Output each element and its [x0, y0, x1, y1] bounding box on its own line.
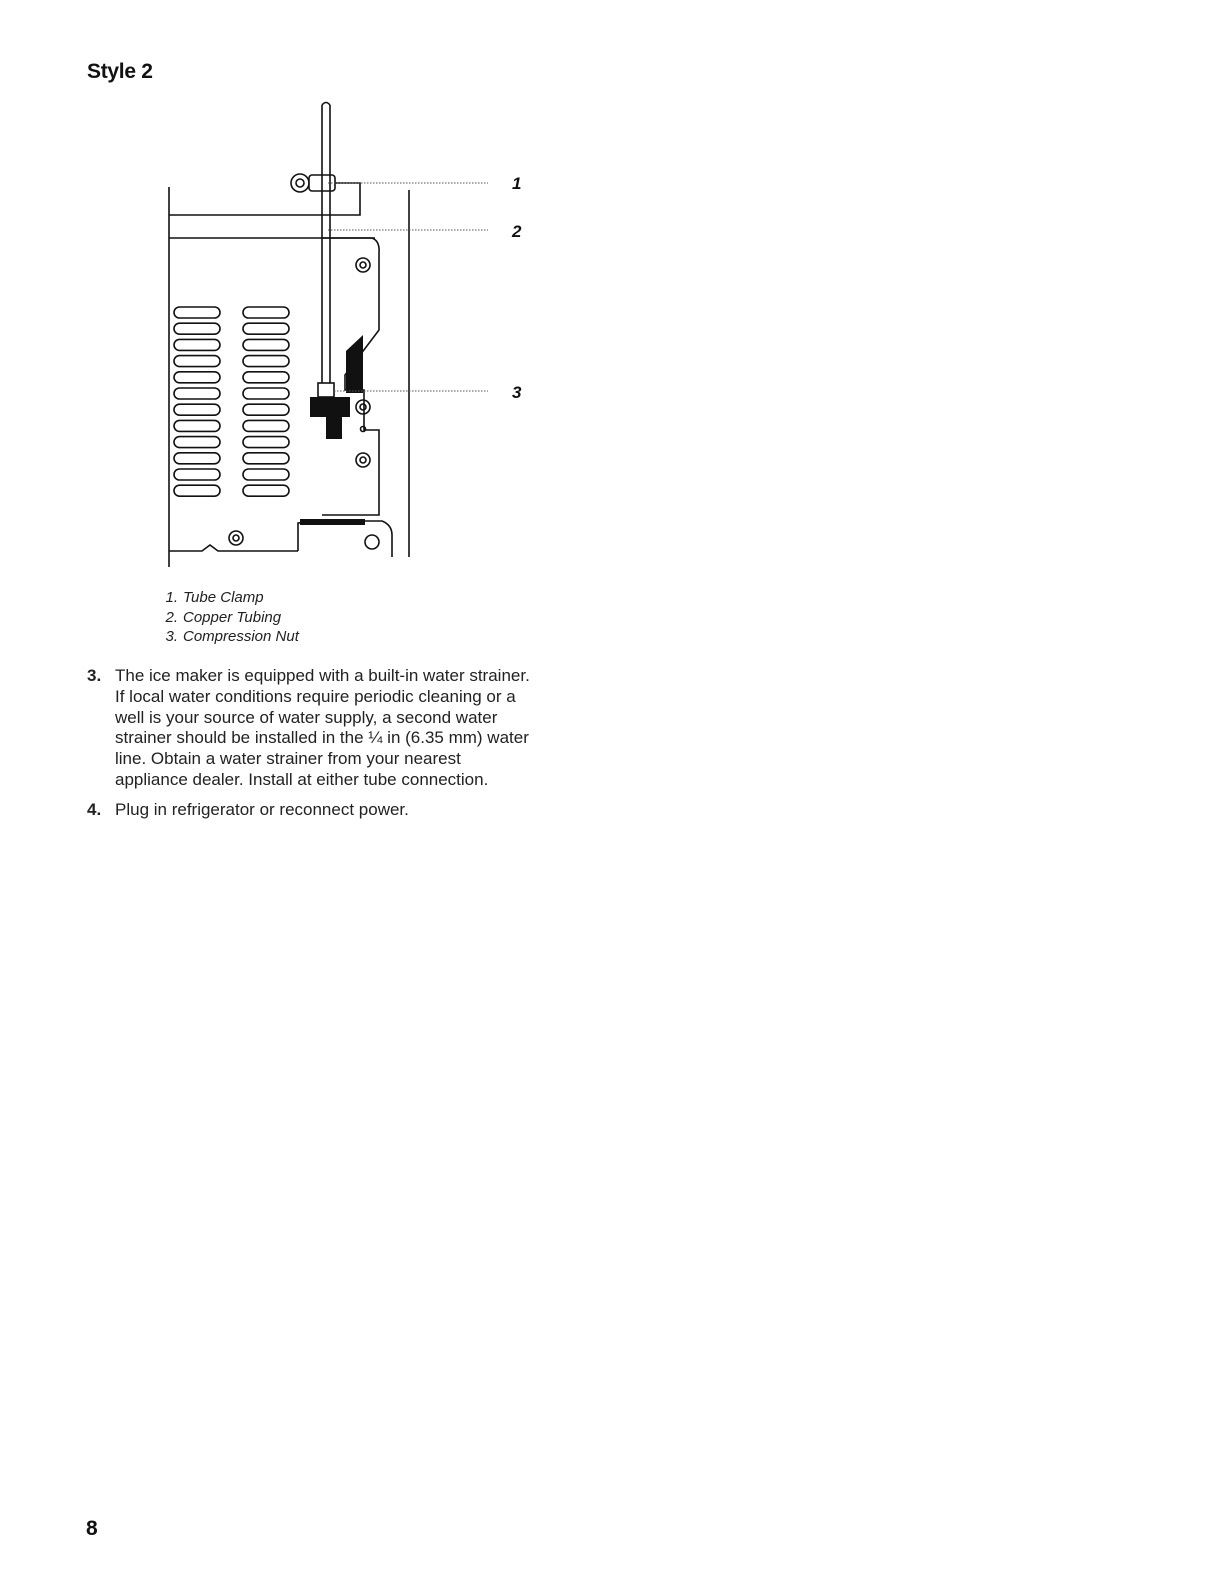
vent-slots [174, 307, 289, 496]
cabinet-bottom-edge [169, 545, 298, 551]
callout-2: 2 [512, 222, 522, 241]
legend-number: 1. [165, 589, 178, 606]
vent-slot [174, 420, 220, 431]
vent-slot [243, 437, 289, 448]
vent-slot [243, 388, 289, 399]
page-number: 8 [86, 1517, 98, 1540]
legend-number: 2. [165, 608, 178, 626]
step-3 [87, 666, 627, 791]
vent-slot [243, 307, 289, 318]
legend-item [160, 627, 299, 647]
step-line: The ice maker is equipped with a built-in water strainer. [115, 666, 530, 685]
vent-slot [243, 485, 289, 496]
vent-slot [174, 372, 220, 383]
vent-slot [243, 356, 289, 367]
step-4 [87, 800, 627, 821]
vent-slot [243, 372, 289, 383]
vent-slot [174, 485, 220, 496]
vent-slot [174, 469, 220, 480]
legend-number: 3. [165, 628, 178, 645]
step-line: appliance dealer. Install at either tube connection. [115, 769, 489, 789]
compression-nut [310, 335, 363, 439]
step-line: line. Obtain a water strainer from your nearest [115, 749, 461, 769]
diagram-svg [150, 95, 550, 575]
step-line: If local water conditions require periodic cleaning or a [115, 686, 516, 706]
vent-slot [174, 453, 220, 464]
copper-tubing-end [322, 103, 330, 106]
vent-slot [243, 339, 289, 350]
legend-label: Compression Nut [183, 628, 299, 645]
vent-slot [174, 388, 220, 399]
legend-item [160, 608, 299, 628]
step-number: 3. [87, 666, 102, 685]
callout-1: 1 [512, 174, 522, 193]
vent-slot [174, 356, 220, 367]
step-line: well is your source of water supply, a second water [115, 707, 498, 727]
vent-slot [243, 323, 289, 334]
vent-slot [243, 469, 289, 480]
callout-3: 3 [512, 383, 522, 402]
vent-slot [174, 339, 220, 350]
step-line: strainer should be installed in the ¼ in (6.35 mm) water [115, 728, 529, 748]
vent-slot [243, 420, 289, 431]
base-bracket-shade [300, 519, 365, 525]
legend-label: Tube Clamp [183, 589, 264, 606]
vent-slot [174, 323, 220, 334]
ice-maker-water-line-diagram [150, 95, 550, 575]
legend-item [160, 588, 299, 608]
step-line: Plug in refrigerator or reconnect power. [115, 799, 409, 819]
vent-slot [174, 307, 220, 318]
figure-legend [160, 588, 299, 647]
vent-slot [243, 404, 289, 415]
section-heading: Style 2 [87, 60, 153, 83]
vent-slot [174, 404, 220, 415]
step-number: 4. [87, 799, 102, 819]
legend-label: Copper Tubing [183, 608, 282, 626]
instruction-steps [87, 666, 627, 821]
vent-slot [243, 453, 289, 464]
vent-slot [174, 437, 220, 448]
